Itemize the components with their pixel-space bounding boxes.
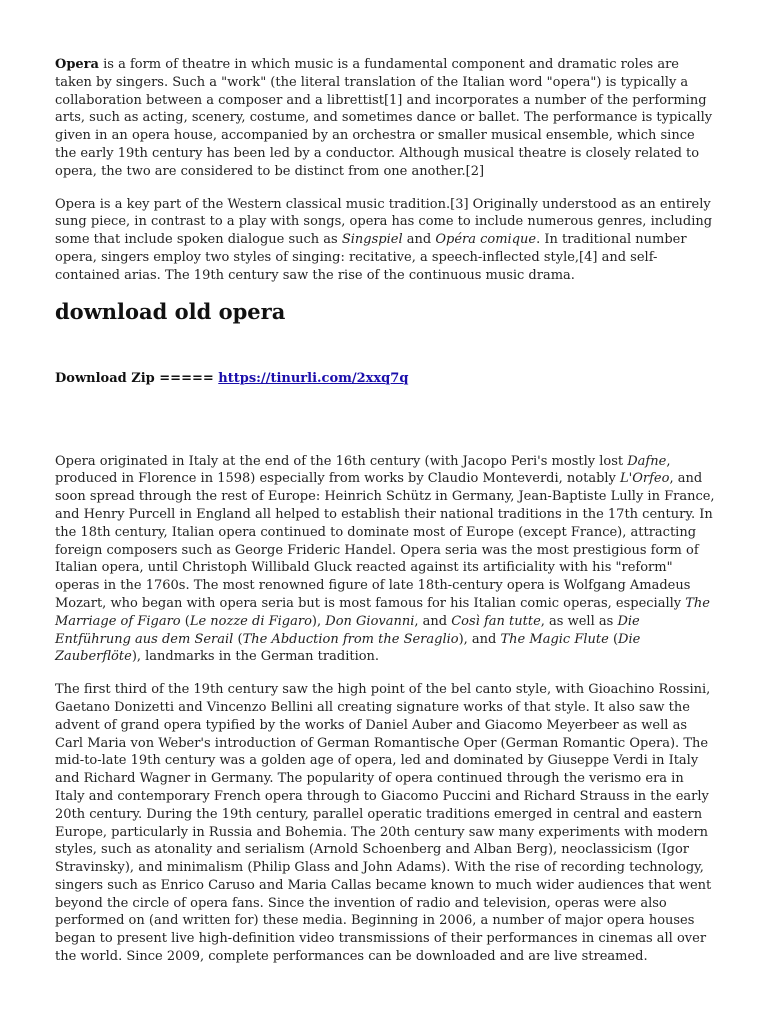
- orfeo-title: L'Orfeo: [620, 471, 670, 487]
- entfuhrung-title: Die Entführung aus dem Serail: [55, 613, 640, 647]
- singspiel-term: Singspiel: [341, 232, 403, 248]
- history-text-8: (: [233, 631, 243, 647]
- nozze-di-figaro-title: Le nozze di Figaro: [189, 613, 312, 629]
- page-heading: download old opera: [55, 298, 286, 324]
- dafne-title: Dafne: [627, 453, 667, 469]
- history-text-4: (: [180, 613, 190, 629]
- nineteenth-century-paragraph: The first third of the 19th century saw the high point of the bel canto style, with Gioachino Rossini, Gaetano Donizetti and Vincenzo Bellini all creating signature works of that style. It also saw the advent of grand opera typified by the works of Daniel Auber and Giacomo Meyerbeer as well as Carl Maria von Weber's introduction of German Romantische Oper (German Romantic Opera). The mid-to-late 19th century was a golden age of opera, led and dominated by Giuseppe Verdi in Italy and Richard Wagner in Germany. The popularity of opera continued through the verismo era in Italy and contemporary French opera through to Giacomo Puccini and Richard Strauss in the early 20th century. During the 19th century, parallel operatic traditions emerged in central and eastern Europe, particularly in Russia and Bohemia. The 20th century saw many experiments with modern styles, such as atonality and serialism (Arnold Schoenberg and Alban Berg), neoclassicism (Igor Stravinsky), and minimalism (Philip Glass and John Adams). With the rise of recording technology, singers such as Enrico Caruso and Maria Callas became known to much wider audiences that went beyond the circle of opera fans. Since the invention of radio and television, operas were also performed on (and written for) these media. Beginning in 2006, a number of major opera houses began to present live high-definition video transmissions of their performances in cinemas all over the world. Since 2009, complete performances can be downloaded and are live streamed.: [55, 682, 712, 965]
- intro-text: is a form of theatre in which music is a fundamental component and dramatic roles are taken by singers. Such a "work" (the literal translation of the Italian word "opera") is typically a collaboration between a composer and a librettist[1] and incorporates a number of the performing arts, such as acting, scenery, costume, and sometimes dance or ballet. The performance is typically given in an opera house, accompanied by an orchestra or smaller musical ensemble, which since the early 19th century has been led by a conductor. Although musical theatre is closely related to opera, the two are considered to be distinct from one another.[2]: [55, 57, 713, 179]
- zauberflote-title: Die Zauberflöte: [55, 631, 641, 665]
- don-giovanni-title: Don Giovanni: [325, 613, 415, 629]
- history-text-9: ), and: [458, 631, 501, 647]
- cosi-fan-tutte-title: Così fan tutte: [451, 613, 541, 629]
- abduction-title: The Abduction from the Seraglio: [242, 631, 459, 647]
- history-paragraph: [55, 453, 715, 667]
- history-text-6: , and: [414, 613, 452, 629]
- tradition-paragraph: [55, 196, 715, 285]
- opera-comique-term: Opéra comique: [435, 232, 537, 248]
- history-text-5: ),: [311, 613, 326, 629]
- history-text-3: , and soon spread through the rest of Europe: Heinrich Schütz in Germany, Jean-Baptiste Lully in France, and Henry Purcell in England all helped to establish their national traditions in the 17th century. In the 18th century, Italian opera continued to dominate most of Europe (except France), attracting foreign composers such as George Frideric Handel. Opera seria was the most prestigious form of Italian opera, until Christoph Willibald Gluck reacted against its artificiality with his "reform" operas in the 1760s. The most renowned figure of late 18th-century opera is Wolfgang Amadeus Mozart, who began with opera seria but is most famous for his Italian comic operas, especially: [55, 471, 715, 611]
- history-text-2: , produced in Florence in 1598) especially from works by Claudio Monteverdi, notably: [55, 453, 671, 487]
- history-text-11: ), landmarks in the German tradition.: [131, 649, 380, 665]
- marriage-of-figaro-title: The Marriage of Figaro: [55, 595, 711, 629]
- tradition-text-3: . In traditional number opera, singers employ two styles of singing: recitative, a speech-inflected style,[4] and self-contained arias. The 19th century saw the rise of the continuous music drama.: [55, 232, 687, 283]
- download-label: Download Zip =====: [55, 370, 219, 386]
- history-text-1: Opera originated in Italy at the end of the 16th century (with Jacopo Peri's mostly lost: [55, 453, 628, 469]
- download-line: [55, 325, 715, 388]
- intro-paragraph: [55, 56, 715, 181]
- history-text-7: , as well as: [540, 613, 618, 629]
- tradition-text-2: and: [402, 232, 436, 248]
- download-link[interactable]: https://tinurli.com/2xxq7q: [218, 370, 409, 386]
- opera-term: Opera: [55, 57, 99, 72]
- tradition-text-1: Opera is a key part of the Western classical music tradition.[3] Originally understood as an entirely sung piece, in contrast to a play with songs, opera has come to include numerous genres, including some that include spoken dialogue such as: [55, 196, 713, 248]
- magic-flute-title: The Magic Flute: [500, 631, 609, 647]
- history-text-10: (: [608, 631, 619, 647]
